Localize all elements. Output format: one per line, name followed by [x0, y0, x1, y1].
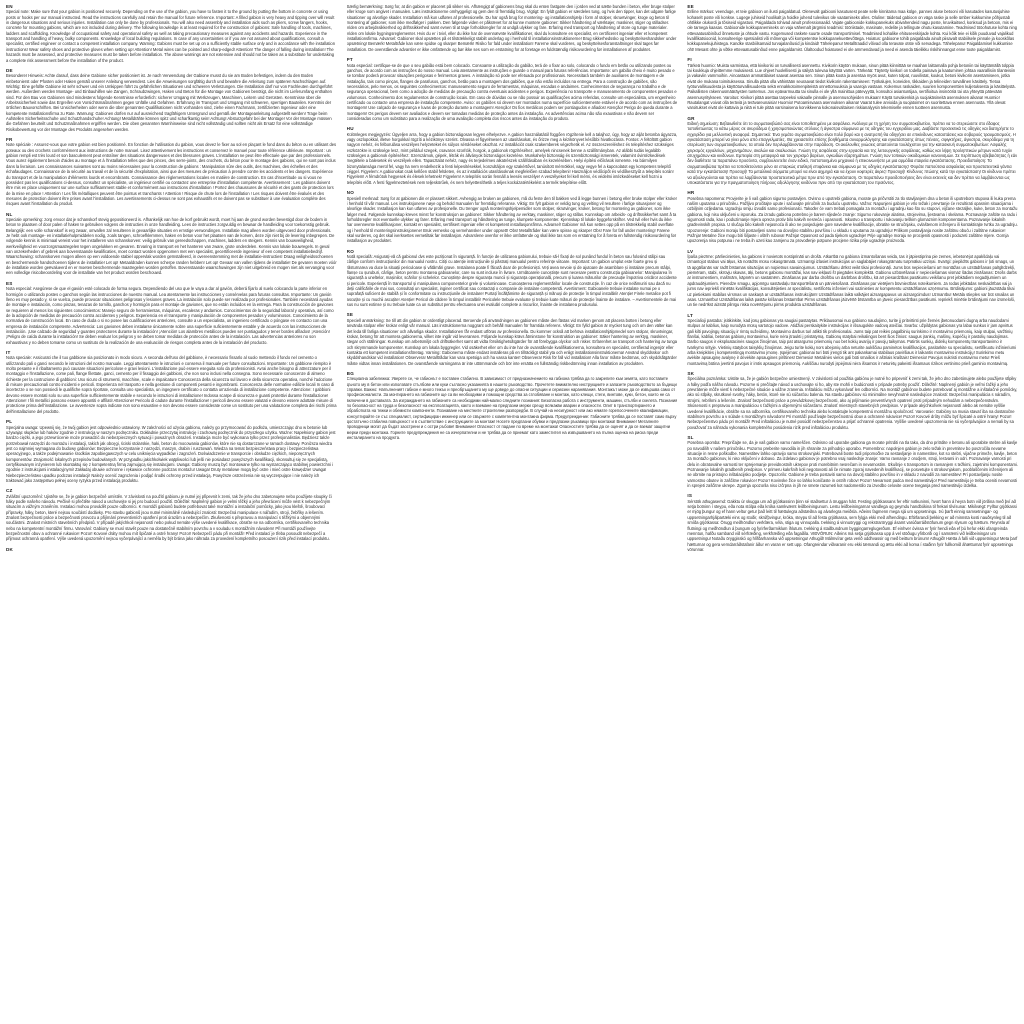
language-section-fr	[6, 137, 337, 207]
language-section-lt	[687, 313, 1018, 367]
language-code: PT	[346, 57, 353, 63]
language-code: DK	[6, 546, 14, 552]
language-text: Special note: Make sure that your gabion is positioned securely. Depending on the use of the gabion, you have to fasten it to the ground by putting the bottom in concrete or using posts or hooks per our manual instructed. Read the instructions carefully and retain the manual for future reference. Important: A filled gabion is very heavy and tipping over will result in dangerous situations and serious injuries. Installation can only be done by professionals. You will also need assembly and installation aids such as pliers, screw fangers, hooks, concrete for mounting gabions, which are not included during delivery. The following knowledge is at least required for the construction of gabions: Safe handling of tools, machines, ladders and scaffolding. Knowledge of occupational safety and operational safety as well as taking precautionary measures against any accidents and hazards. Experience in the transport and handling of heavy, bulky components. Knowledge of local building regulations. In case of any uncertainties or if you are not assured about qualifications, consult a specialist, certified engineer or contact a competent installation company. Warning: Gabions must be set up on a sufficiently stable surface only and in accordance with the installation instructions! Wear safety shoes and protective gloves when setting up! Attention! Metal wires can be pointed and sharp-edged! Attention! The danger of falling during installation! The hazards must be assessed, and protective measures must be taken before installation. The above warnings are not extensive and should not be taken as a substitute for undertaking a complete risk assessment before the installation of the product.	[6, 9, 335, 63]
language-code: HR	[687, 190, 695, 196]
language-code: EE	[687, 4, 694, 9]
language-section-de	[6, 68, 337, 132]
language-text: Sérstök athugasemd: Gakktu úr skugga um að grjótkassinn þinn sé staðsettur á öruggan hátt. Festing grjótkassans fer eftir notkuninni, hvort hann á heyra botn við jörðina með því að setja botninn í steypu, eða nota stólpa eða króka samkvæmt leiðbeiningunum. Lestu leiðbeiningarnar vandlega og geymdu handbókina til frekari tilvísunar. Mikilvægt: Fylltur grjótkassi er mjög þungur og ef hann veltur getur það leitt til hættulegra aðstæðna og alvarlegra meiðsla. Aðeins fagmenn mega sjá um uppsetningu. Þú þarft einnig samsetningar- og uppsetningarhjálpartæki eins og stoðir, skrúfþvingur, króka, steypu til að festa grjótkassa, sem fylgja ekki með afhendingu. Eftirfarandi þekking er að minnsta kosti nauðsynleg til að smíða grjótkassa: Örugg meðhöndlun verkfæra, véla, stiga og vinnupalla. Þekking á vinnuöryggi og rekstraröryggi ásamt varúðarráðstöfunum gegn slysum og hættum. Reynsla af flutningi og meðhöndlun á þungum og fyrirferðarmiklum íhlutum. Þekking á staðbundnum byggingarreglugerðum. Ef einhver óvissa er fyrir hendi eða ef þú hefur ekki ofangreinda menntun, hafðu samband við sérfræðing, verkfræðing eða fagaðila. VIÐVÖRUN: Aðeins má setja grjótkassa upp á vel stöðugu yfirborði og í samræmi við leiðbeiningar um uppsetningu! Notaðu öryggisskó og hlífðarhanska við uppsetningu! Athugið! Málmvírar geta verið oddhvassir og með beittum brúnum! Athugið! Hætta á falli við uppsetningu! Meta þarf hætturnar og gera verndarráðstafanir áður en varan er sett upp. Ofangreindar viðvaranir eru ekki tæmandi og ættu ekki að koma í staðinn fyrir fullkomið áhættumat fyrir uppsetningu vörunnar.	[687, 498, 1018, 552]
language-code: FR	[6, 137, 13, 143]
language-code: DE	[6, 67, 13, 73]
language-code: PL	[6, 419, 13, 425]
language-code: SK	[687, 371, 695, 377]
language-code: IT	[6, 349, 11, 355]
language-section-hr	[687, 190, 1018, 244]
language-code: RO	[346, 248, 354, 254]
language-text: Zvláštní upozornění: Ujistěte se, že je gabion bezpečně umístěn. V závislosti na použití gabionu je nutné jej připevnit k zemi, tak že jeho dno zabetonujete nebo použijete sloupky či háky podle našeho návodu. Pečlivě si přečtěte návod a uschovejte si jej pro budoucí použití. Důležité: Naplněný gabion je velmi těžký a jeho převrácení může vést k nebezpečným situacím a vážným zraněním. Instalaci mohou provádět pouze odborníci. K montáži gabionů budete potřebovat také montážní a instalační pomůcky, jako jsou kleště, šroubovací přípravky, háky, beton, které nejsou součástí dodávky. Pro stavbu gabionů jsou nutné minimálně následující znalosti: Bezpečná manipulace s nářadím, stroji, žebříky a lešením. Znalost bezpečnosti práce a bezpečnosti provozu a přijímání preventivních opatření proti úrazům a nebezpečím. Zkušenosti s přepravou a manipulací s těžkými a objemnými součástmi. Znalost místních stavebních předpisů. V případě jakýchkoli nejasností nebo pokud nemáte výše uvedené kvalifikace, obraťte se na odborníka, certifikovaného technika nebo na kompetentní montážní firmu. Varování: Gabiony se musí stavět pouze na dostatečně stabilním povrchu a v souladu s montážním návodem! Při montáži používejte bezpečnostní obuv a ochranné rukavice! Pozor! Kovové dráty mohou mít špičaté a ostré hrany! Pozor! Nebezpečí pádu při montáži! Před instalací je třeba posoudit nebezpečí a přijmout ochranná opatření. Výše uvedená upozornění nejsou vyčerpávající a neměla by být brána jako náhrada za provedení kompletního posouzení rizik před instalací produktu.	[6, 493, 332, 542]
language-section-bg	[347, 371, 678, 441]
language-code: CZ	[6, 488, 13, 494]
language-text: Ειδική σημείωση: Βεβαιωθείτε ότι το συρματοκιβώτιό σας είναι τοποθετημένο με ασφάλεια. Ανάλογα με τη χρήση του συρματοκιβωτίου, πρέπει να το στερεώσετε στο έδαφος τοποθετώντας το κάτω μέρος σε σκυρόδεμα ή χρησιμοποιώντας στύλους ή άγκιστρα σύμφωνα με τις οδηγίες του εγχειριδίου μας. Διαβάστε προσεκτικά τις οδηγίες και διατηρήστε το εγχειρίδιο για μελλοντική αναφορά. Σημαντικό: Ένα γεμάτο συρματοκιβώτιο είναι πολύ βαρύ και η ανατροπή θα οδηγήσει σε επικίνδυνες καταστάσεις και σοβαρούς τραυματισμούς. Η εγκατάσταση μπορεί να γίνει μόνο από επαγγελματίες. Θα χρειαστείτε επίσης βοηθήματα συναρμολόγησης και εγκατάστασης όπως πένσες, σφιγκτήρες, άγκιστρα, σκυρόδεμα για τη στερέωση των συρματοκιβωτίων, τα οποία δεν περιλαμβάνονται στην παράδοση. Οι ακόλουθες γνώσεις απαιτούνται τουλάχιστον για την κατασκευή συρματοκιβωτίων: Ασφαλής χειρισμός εργαλείων, μηχανημάτων, σκαλών και σκαλωσιών. Γνώση της ασφάλειας στην εργασία και της λειτουργικής ασφάλειας, καθώς και λήψη προληπτικών μέτρων κατά τυχόν ατυχημάτων και κινδύνων. Εμπειρία στη μεταφορά και τον χειρισμό βαρέων, ογκωδών εξαρτημάτων. Γνώση των τοπικών οικοδομικών κανονισμών. Σε περίπτωση αβεβαιότητας ή εάν δεν διαθέτετε τα παραπάνω προσόντα, συμβουλευτείτε έναν ειδικό, πιστοποιημένο μηχανικό ή επικοινωνήστε με μια αρμόδια εταιρεία εγκατάστασης. Προειδοποίηση: Τα συρματοκιβώτια πρέπει να τοποθετούνται μόνο σε επαρκώς σταθερή επιφάνεια και σύμφωνα με τις οδηγίες εγκατάστασης! Φοράτε παπούτσια ασφαλείας και προστατευτικά γάντια κατά την εγκατάσταση! Προσοχή! Τα μεταλλικά σύρματα μπορεί να είναι αιχμηρά και να έχουν κοφτερές άκρες! Προσοχή! Κίνδυνος πτώσης κατά την εγκατάσταση! Οι κίνδυνοι πρέπει να αξιολογούνται και πρέπει να λαμβάνονται προστατευτικά μέτρα πριν από την εγκατάσταση. Οι παραπάνω προειδοποιήσεις δεν είναι εκτενείς και δεν πρέπει να λαμβάνονται ως υποκατάστατο για την πραγματοποίηση πλήρους αξιολόγησης κινδύνου πριν από την εγκατάσταση του προϊόντος.	[687, 121, 1018, 185]
language-text: Posebna napomena: Provjerite je li vaš gabion sigurno postavljen. Ovisno o upotrebi gabiona, morate ga pričvrstiti za tlo stavljanjem dna u beton ili upotrebom stupova ili kuka prema našim uputama u priručniku. Pažljivo pročitajte upute i sačuvajte priručnik za buduću upotrebu. Važno: Napunjeni gabion je vrlo težak i prevrtanje će rezultirati opasnim situacijama i ozbiljnim ozljedama. Ugradnju smiju izvoditi samo profesionalci. Također će vam trebati pomagala za montažu i ugradnju kao što su stupovi, vijčane stezaljke, kuke, beton za montažu gabiona, koji nisu uključeni u isporuku. Za izradu gabiona potrebno je barem sljedeće znanje: Sigurno rukovanje alatima, strojevima, ljestvama i skelama. Poznavanje zaštite na radu i sigurnosti rada, kao i poduzimanje mjera opreza protiv bilo kakvih nesreća i opasnosti. Iskustvo u transportu i rukovanju teškim glomaznim komponentama. Poznavanje lokalnih građevinskih propisa. U slučaju bilo kakvih nejasnoća ili ako ne posjedujete gore navedene kvalifikacije, obratite se stručnjaku, ovlaštenom inženjeru ili kontaktirajte tvrtku za ugradnju. Upozorenje: Gabioni moraju biti postavljeni samo na dovoljno stabilnu površinu i u skladu s uputama za ugradnju! Prilikom postavljanja nosite zaštitnu obuću i zaštitne rukavice! Pažnja! Metalne žice mogu biti šiljaste i oštrih rubova! Pažnja! Opasnost od pada tijekom ugradnje! Prije ugradnje moraju se procijeniti opasnosti i poduzeti zaštitne mjere. Gornja upozorenja nisu potpuna i ne treba ih uzeti kao zamjenu za provođenje potpune procjene rizika prije ugradnje proizvoda.	[687, 195, 1018, 244]
language-text: Különleges megjegyzés: Ügyeljen arra, hogy a gabion biztonságosan legyen elhelyezve. A gabion használatától függően rögzítenie kell a talajhoz, úgy, hogy az alját betonba ágyazza, vagy oszlopokkal, illetve horgokkal rögzíti a kézikönyv szerint. Olvassa el figyelmesen az utasításokat, és őrizze meg a kézikönyvet későbbi hivatkozásra. Fontos: A feltöltött gabion nagyon nehéz, és felborulása veszélyes helyzeteket és súlyos sérüléseket okozhat. Az installációt csak szakemberek végezhetik el. Az összeszereléshez és telepítéshez szükséges eszközökre is szüksége lesz, mint például szegek, csavaros szorítók, horgok, a gabionok rögzítéséhez, amelyek nincsenek benne a szállítmányban. Az alábbi tudás legalább szükséges a gabionok építéséhez: Szerszámok, gépek, létrák és állványok biztonságos kezelése. Munkahelyi biztonság és üzembiztonsági ismeretek, valamint óvintézkedések megtétele a balesetek és veszélyek ellen. Tapasztalat nehéz, nagy és terjedelmes alkatrészek szállításában és kezelésében. Helyi építési előírások ismerete. Ha bármilyen bizonytalansága merül fel, vagy ha nem rendelkezik a fenti képesítésekkel, konzultáljon egy szakértővel, tanúsított mérnökkel, vagy vegye fel a kapcsolatot egy kompetens telepítő céggel. Figyelem: A gabionokat csak kellően stabil felületen, és az installációs utasításoknak megfelelően szabad telepíteni! Használjon védőcipőt és védőkesztyűt a telepítés során! Figyelem! A fémdrótok hegyesek és élesek lehetnek! Figyelem! A telepítés során fennáll a leesés veszélye! A veszélyeket fel kell mérni, és védelmi intézkedéseket kell hozni a telepítés előtt. A fenti figyelmeztetések nem teljeskörűek, és nem helyettesíthetik a teljes kockázatértékelést a termék telepítése előtt.	[346, 131, 678, 185]
language-code: LV	[687, 248, 694, 254]
language-text: Note spéciale : Assurez-vous que votre gabion est bien positionné. En fonction de l'utilisation du gabion, vous devez le fixer au sol en plaçant le fond dans du béton ou en utilisant des poteaux ou des crochets conformément aux instructions de notre manuel. Lisez attentivement les instructions et conservez le manuel pour toute référence ultérieure. Important : un gabion rempli est très lourd et son basculement peut entraîner des situations dangereuses et des blessures graves. L'installation ne peut être effectuée que par des professionnels. Vous aurez également besoin d'aides au montage et à l'installation telles que des pinces, des serre-joints, des crochets, du béton pour le montage des gabions, qui ne sont pas inclus dans la livraison. Les connaissances suivantes sont au moins nécessaires pour la construction de gabions : Manipulation sûre des outils, des machines, des échelles et des échafaudages. Connaissance de la sécurité au travail et de la sécurité d'exploitation, ainsi que des mesures de précaution à prendre contre les accidents et les dangers. Expérience du transport et de la manipulation d'éléments lourds et encombrants. Connaissance des réglementations locales en matière de construction. En cas d'incertitude ou si vous ne possédez pas les qualifications ci-dessus, consultez un spécialiste, un ingénieur certifié ou contactez une entreprise d'installation compétente. Avertissement : Les gabions doivent être mis en place uniquement sur une surface suffisamment stable et conformément aux instructions d'installation ! Portez des chaussures de sécurité et des gants de protection lors de la mise en place ! Attention ! Les fils métalliques peuvent être pointus et tranchants ! Attention ! Risque de chute lors de l'installation ! Les risques doivent être évalués et des mesures de protection doivent être prises avant l'installation. Les avertissements ci-dessus ne sont pas exhaustifs et ne doivent pas se substituer à une évaluation complète des risques avant l'installation du produit.	[6, 142, 337, 207]
language-text: Специална забележка: Уверете се, че габионът е поставен стабилно. В зависимост от предназначението на габиона трябва да го закрепите към земята, като поставите дъното му в бетон или използвате стълбове или куки съгласно указанията в нашето ръководство. Прочетете внимателно инструкциите и запазете ръководството за бъдещи справки. Важно: Напълненият габион е много тежък и преобръщането му ще доведе до опасни ситуации и сериозни наранявания. Монтажът може да се извършва само от професионалисти. За монтирането на габионите ще са ви необходими и помощни средства за сглобяване и монтаж, като клещи, стеги, винтове, куки, бетон, които не са включени в доставката. За изграждането на габионите са необходими най-малко следните познания: Безопасна работа с инструменти, машини, стълби и скелета. Познания по безопасност на труда и безопасност на експлоатацията, както и вземане на предпазни мерки срещу всякакви аварии и опасности. Опит в транспортирането и обработката на тежки и обемисти компоненти. Познаване на местните строителни разпоредби. В случай на несигурност или ако нямате горепосочените квалификации, консултирайте се със специалист, сертифициран инженер или се свържете с компетентна монтажна фирма. Предупреждение: Габионите трябва да се поставят само върху достатъчно стабилна повърхност и в съответствие с инструкциите за монтаж! Носете предпазни обувки и предпазни ръкавици при монтажа! Внимание! Металните проводници могат да бъдат заострени и с остри ръбове! Внимание! Опасност от падане по време на монтажа! Опасностите трябва да се оценят и да се вземат защитни мерки преди монтажа. Горните предупреждения не са изчерпателни и не трябва да се приемат като заместител на извършването на пълна оценка на риска преди инсталирането на продукта.	[346, 376, 678, 441]
language-code: SL	[687, 434, 694, 440]
language-section-hu	[347, 126, 678, 185]
text-column-left	[6, 4, 337, 1020]
language-section-dk	[6, 547, 337, 552]
language-section-ro	[347, 249, 678, 308]
language-code: ES	[6, 280, 13, 286]
language-section-en	[6, 4, 337, 63]
language-section-is	[687, 493, 1018, 552]
language-code: FI	[687, 57, 692, 63]
language-section-dk-continued	[347, 4, 678, 52]
language-section-no	[347, 190, 678, 244]
language-section-se	[347, 312, 678, 366]
language-code: NO	[346, 190, 354, 196]
language-text: Tärkeä huomio: Muista varmistaa, että kivikorisi on turvallisesti asennettu. Kivikorin käytön mukaan, sinun pitää kiinnittää se maahan laittamalla pohja betoniin tai käyttämällä tolppia tai koukkuja ohjeittemme mukaisesti. Lue ohjeet huolellisesti ja säilytä tulevaa käyttöä varten. Tärkeää: Täytetty kivikori on todella painava ja kaatuminen johtaa vaarallisiin tilanteisiin ja vakaviin vammoihin. Ainoastaan ammattilaiset saavat asentaa sen. Sinun pitää koota ja asentaa myös avut, kuten tolpat, ruuvilistat, koukut, betoni kivikorin asentamiseen, jotka eivät ole mukana toimituksessa. Sinulla pitää olla vähintään seuraavat tiedot kivikorin rakentamiseen: Työkalujen, koneiden, tikkaiden ja telineiden turvallinen käsittely. Tietoa työturvallisuudesta ja käyttöturvallisuudesta sekä ennakkotoimenpiteistä onnettomuuksia ja vaaroja vastaan. Kokemus raskaiden, suurien komponenttien kuljetuksesta ja käsittelystä. Paikallisten rakennusmääräysten tuntemus. Jos epävarmuutta tai sinulla ei ole yllä mainittua pätevyyttä, konsultoi asiantuntijaa, sertifioitua insinööriä tai ota yhteyttä pätevään asennusyritykseen. Varoitus: Kivikori pitää asettaa tarpeeksi vakaalle pinnalle ja asennusohjeiden mukaan! Käytä turvakenkiä ja suojakäsineitä asennuksen aikana! Huomio! Rautalangat voivat olla teräviä ja terävareunaisia! Huomio! Putoamisvaara asennuksen aikana! Vaarat tulee arvioida ja suojatoimet on suoritettava ennen asennusta. Yllä olevat varoitukset eivät ole kattavia ja niitä ei tule pitää varsinaisena korvikkeena kokonaisvaltaisen riskianalyysin tekemiselle ennen tuotteen asennusta.	[687, 62, 1016, 111]
language-code: NL	[6, 211, 13, 217]
language-section-nl	[6, 212, 337, 276]
text-column-right	[687, 4, 1018, 1020]
language-text: Eriline märkus: veenduge, et teie gabioon on ilusti paigaldatud. Olenevalt gabiooni kasutusest peate selle kinnitama maa külge, pannes aluse betooni või kasutades kasutusjuhise kohaselt poste või konkse. Lugege juhiseid hoolikalt ja hoidke juhend tulevikus üle vaatamiseks alles. Oluline: täidetud gabioon on väga raske ja selle ümber kukkumine põhjustab ohtlikke olukordi ja tõsiseid vigastusi. Paigaldada tohivad ainult professionaalid. Vajate gabioonide kokkupanekuks abivahendeid nagu poste, kruvikaitsed, konksud ja betoon, mis ei ole tarnega kaasas. Gabioonide kokkupanemiseks on vaja vähemalt järgmisi teadmisi: tööriistade, masinate, redelite ja tellingute ohutu kasutamine. Teadmised tööohutuse kohta ning ettevaatusabinõud õnnetuste ja ohtude vastu. Kogemused raskete suurte osade transportimisel. Teadmised kohalike ehituseeskirjade kohta. Kui kõik teie ei kõik puuduvad vajalikud kvalifikatsioonid, konsulteerige spetsialisti või mõnenga või kompetentse kokkupanekuettevõttega. Hoiatus: gabioone tohib paigaldada ainult piisavalt stabiilsele pinnale ja kooskõlas kokkupanekujuhistega. Kandke stasbiilsamaid turvajalanõusid ja kindaid! Tähelepanu! Metalltraadid võivad olla teravate otste või servadega. Tähelepanu! Paigaldamisel kukkumise oht! Mesast ohte ja võtke ettevaatusabinõud enne paigaldamist. Ülaltoodud hoiatused ei ole ammendavad ja need ei asenda täielikku riskihinnangut enne toote paigaldamist.	[687, 9, 1018, 52]
language-section-cz	[6, 488, 337, 542]
text-column-middle	[347, 4, 678, 1020]
language-code: GR	[687, 115, 695, 121]
language-text: Specialioji pastaba: įsitikinkite, kad jūsų gabionas yra saugiai pastatytas. Priklausomai nuo gabiono naudojimo, turite jį pritvirtinti prie žemės įbetonuodami dugną arba naudodami stulpus ar kablius, kaip nurodyta mūsų vartotojo vadove. Atidžiai perskaitykite instrukcijas ir išsaugokite vadovą ateičiai. Svarbu: užpildytas gabionas yra labai sunkus ir jam apvirtus gali kilti pavojingų situacijų ir rimtų sužeidimų. Montavimo darbus turi atlikti tik profesionalai. Jums taip pat reikės pagalbinių surinkimo ir montavimo priemonių, kaip stulpai, varžtinių flanšai, kabliai, betonas gabionų montavimui, kurie nėra įtraukti į pristatymą. Gabionų statybai reikalingos bent šios žinios: saugus įrankių, mašinų, kopėčių ir pastolių naudojimas. Darbo saugos ir eksploatacinės saugos žinojimas, taip pat atsargumo priemonių nuo bet kokių avarijų ir pavojų taikymas. Patirtis sunkių, didelių komponentų transportavimo ir tvarkymo srityje. Vietinių statybos taisyklių žinojimas. Jeigu turite kokių nors abejonių arba neturite aukščiau paminėtos kvalifikacijos, pasitarkite su specialistu, sertifikuotu inžinieriumi arba kreipkitės į kompetentingą montavimo įmonę. Įspėjimas: gabionai turi būti įrengti tik ant pakankamai stabilaus paviršiaus ir laikantis montavimo instrukcijų! Surinkimo metu avėkite apsauginę avalynę ir dėvėkite apsaugines pirštines! Dėmesio! Metalinės vielos gali būti smailios ir aštriais kraštais! Dėmesio! Pavojus nukristi montavimo metu! Prieš montavimą būtina įvertinti pavojus ir imtis apsaugos priemonių. Aukščiau nurodyti įspėjimai nėra išsamūs ir neturėtų pakeisti išsamaus rizikos vertinimo prieš gaminio montavimą.	[687, 317, 1017, 366]
language-text: Speciale opmerking: zorg ervoor dat je schanskorf stevig gepositioneerd is. Afhankelijk van hoe de korf gebruikt wordt, moet hij aan de grond worden bevestigd door de bodem in beton te plaatsen of door palen of haken te gebruiken volgens de instructies in onze handleiding. Lees de instructies zorgvuldig en bewaar de handleiding voor toekomstig gebruik. Belangrijk: een volle schanskorf is erg zwaar, omvallen zal resulteren in gevaarlijke situaties en ernstige verwondingen. Installatie mag alleen worden uitgevoerd door professionals. Je hebt ook montage- en installatiehulpmiddelen nodig, zoals tangen, schroefklemmen, haken en beton voor het plaatsen van de korven, deze zijn niet bij de levering inbegrepen. De volgende kennis is minimaal vereist voor het installeren van schanskorven: veilig gebruik van gereedschappen, machines, ladders en steigers. Kennis van bouwveiligheid, werkveiligheid en voorzorgsmaatregelen tegen ongelukken en gevaren. Ervaring in transport en het hanteren van zware, grote onderdelen. Kennis van lokale bouwregels. In geval van onzekerheden of gebrek aan bovenstaande kwalificaties, moet contact worden opgenomen met een specialist, gecertificeerde ingenieur of een competent installatiebedrijf. Waarschuwing: schanskorven mogen alleen op een voldoende stabiel oppervlak worden geïnstalleerd, in overeenstemming met de installatie-instructies! Draag veiligheidsschoenen en beschermende handschoenen tijdens de installatie! Let op! Metaaldraden kunnen scherpe randen hebben! Let op! Gevaar van vallen tijdens de installatie! De gevaren moeten vóór de installatie worden geëvalueerd en er moeten beschermende maatregelen worden getroffen. Bovenstaande waarschuwingen zijn niet uitgebreid en mogen niet als vervanging voor een volledige risicobeoordeling voor de installatie van het product worden beschouwd.	[6, 216, 337, 276]
language-section-es	[6, 281, 337, 345]
language-text: Spesiell merknad: Sørg for at gabionen din er plassert sikkert. Avhengig av bruken av gabionen, må du feste den til bakken ved å legge bunnen i betong eller bruke stolper eller kroker i henhold til vår manual. Les instruksjonene nøye og behold manualen for fremtidig referanse. Viktig: En fylt gabion er veldig tung og velting vil resultere i farlige situasjoner og alvorlige skader. Installasjon kan kun utføres av profesjonelle. Du trenger også monteringshjelpemidler som stolper, skrutvinger, kroker, betong for montering av gabioner, som ikke følger med. Følgende kunnskap kreves minst for konstruksjon av gabioner: Sikker håndtering av verktøy, maskiner, stiger og stillas. Kunnskap om arbeids- og driftssikkerhet samt å ta forholdsregler mot eventuelle ulykker og farer. Erfaring med transport og håndtering av tunge, klumpete komponenter. Kjennskap til lokale byggeforskrifter. Ved tvil eller hvis du ikke har ovennevnte kvalifikasjoner, kontakt en spesialist, sertifisert ingeniør eller et kompetent installasjonsfirma. Advarsel! Gabioner må kun settes opp på en tilstrekkelig stabil overflate og i henhold til monteringsinstruksjonene! Bruk vernesko og vernehansker under oppsett! Obs! Metalltråder kan være spisse og skarpe! Obs! Fare for fall under montering! Farene skal vurderes, og det skal iverksettes vernetiltak før installasjon. Advarslene ovenfor er ikke omfattende og skal ikke tas som en erstatning for å foreta en fullstendig risikovurdering før installasjon av produktet.	[346, 195, 678, 244]
language-section-pt	[347, 57, 678, 121]
language-code: HU	[346, 126, 354, 132]
language-code: EN	[6, 4, 13, 9]
language-text: Nota speciale: Assicurati che il tuo gabbione sia posizionato in modo sicuro. A seconda dell'uso del gabbione, è necessario fissarlo al suolo mettendo il fondo nel cemento o utilizzando pali o ganci secondo le istruzioni del nostro manuale. Leggi attentamente le istruzioni e conserva il manuale per future consultazioni. Importante: Un gabbione riempito è molto pesante e il ribaltamento può causare situazioni pericolose e gravi lesioni. L'installazione può essere eseguita solo da professionisti. Avrai anche bisogno di attrezzature per il montaggio e l'installazione, come pali, flange filettate, ganci, cemento per il fissaggio dei gabbioni, che non sono inclusi nella consegna. Sono necessarie conoscenze di almeno richieste per la costruzione di gabbioni: Uso sicuro di strumenti, macchine, scale e impalcature Conoscenza della sicurezza sul lavoro e della sicurezza operativa, nonché l'adozione di misure precauzionali contro incidenti e pericoli. Esperienza nel trasporto e nella gestione di componenti pesanti e ingombranti. Conoscenza delle normative edilizie locali In caso di incertezze o se non possiedi le qualifiche sopra riportate, consulta uno specialista, un ingegnere certificato o contatta un'azienda di installazione competente. Attenzione: I gabbioni devono essere montati solo su una superficie sufficientemente stabile e secondo le istruzioni di installazione! Indossa scarpe di sicurezza e guanti protettivi durante l'installazione! Attenzione! I fili metallici possono essere appuntiti e affilati! Attenzione! Pericolo di cadute durante l'installazione! I pericoli devono essere valutati e devono essere adottate misure di protezione prima dell'installazione. Le avvertenze sopra indicate non sono esaustive e non devono essere considerate come un sostituto per una valutazione completa dei rischi prima dell'installazione del prodotto.	[6, 355, 337, 414]
language-section-ee	[687, 4, 1018, 52]
language-section-sl	[687, 435, 1018, 489]
language-section-pl	[6, 419, 337, 483]
manual-page	[6, 4, 1018, 1020]
language-text: Speciell anmärkning: Se till att din gabion är ordentligt placerad. Beroende på användningen av gabionen måste den fästas vid marken genom att placera botten i betong eller använda stolpar eller krokar enligt vår manual. Läs instruktionerna noggrant och behåll manualen för framtida referens. Viktigt: En fylld gabion är mycket tung och om den välter kan det leda till farliga situationer och allvarliga skador. Installationen får endast utföras av professionella. Du kommer också att behöva installationshjälpmedel som stolpar, skruvtvingar, krokar, betong för att montera gabionerna, vilket inte ingår vid leveransen. Följande kunskap krävs åtminstone för konstruktion av gabioner: Säker hantering av verktyg, maskiner, stegar och ställningar. Kunskap om arbetsmiljö och driftsäkerhet samt att vidta försiktighetsåtgärder för att förebygga olyckor och risker. Erfarenhet av transport och hantering av tunga och skrymmande komponenter. Kunskap om lokala byggregler. Vid osäkerhet eller om du inte har de ovanstående kvalifikationerna, konsultera en specialist, certifierad ingenjör eller kontakta ett kompetent installationsföretag. Varning: Gabionerna måste endast installeras på en tillräckligt stabil yta och enligt installationsinstruktionerna! Använd skyddsskor och skyddshandskar vid installation! Observera! Metalltrådar kan vara spetsiga och ha vassa kanter! Observera! Risk för fall vid installation! Alla faror måste bedömas, och skyddsåtgärder måste vidtas innan installationen. De ovanstående varningarna är inte uttömmande och bör inte ersätta en fullständig riskbedömning innan installation av produkten.	[346, 317, 678, 366]
language-section-it	[6, 350, 337, 414]
language-text: Særlig bemærkning: Sørg for, at din gabion er placeret på sikker vis. Afhængigt af gabionens brug skal du enten fastgøre den i jorden ved at sætte bunden i beton, eller bruge stolper eller kroge som angivet i manualen. Læs instruktionerne omhyggeligt og gem den til fremtidig brug. Vigtigt: En fyldt gabion er særdeles tung, og hvis den tipper, kan det udgøre farlige situationer og alvorlige skader. Installation må kun udføres af professionelle. Du har også brug for montering- og installationshjælp i form af stolper, skruetvinger, kroge og beton til montering af gabioner, som ikke medfølger i pakken. Den følgende viden er påkrævet for at kunne montere gabioner: Sikker håndtering af værktøjer, maskiner, stiger og stilladser. Viden om arbejdssikkerhed og driftssikkerhed samt evnen til at tage forholdsregler for at undgå ulykker og fare. Erfaring med transport og håndtering af store og tunge materialer. Viden om lokale bygningsreglementer. Hvis du er i tvivl, eller du ikke har de ovennævnte kvalifikationer, skal du konsultere en specialist, en certificeret ingeniør eller et kompetent installationsfirma. Advarsel: Gabioner skal opsættes på et tilstrækkeligt stabilt underlag og i henhold til installationsinstruktionerne! Brug sikkerhedssko og beskyttelseshandsker under opsætning! Bemærk! Metaltråde kan være spidse og skarpe! Bemærk! Risiko for fald under installation! Farerne skal vurderes, og beskyttelsesforanstaltninger skal tages før installation. De ovenstående advarsler er ikke omfattende og bør ikke ses som en erstatning for at foretage en fuldstændig risikovurdering før installationen af produktet.	[346, 4, 677, 52]
language-text: Nota especial: certifique-se de que o seu gabião está bem colocado. Consoante a utilização do gabião, terá de o fixar ao solo, colocando o fundo em betão ou utilizando postes ou ganchos, de acordo com as instruções do nosso manual. Leia atentamente as instruções e guarde o manual para futuras referências. Importante: um gabião cheio é muito pesado e se tombar poderá provocar situações perigosas e ferimentos graves. A instalação só pode ser efetuada por profissionais. Necessitará também de auxiliares de montagem e de instalação, tais como pinças, flanges de parafusos, ganchos, betão para a montagem dos gabiões, que não estão incluídos na entrega. Para a construção de gabiões, são necessários, pelo menos, os seguintes conhecimentos: manuseamento seguro de ferramentas, máquinas, escadas e andaimes. Conhecimentos de segurança no trabalho e de segurança operacional, bem como a adoção de medidas de precaução contra eventuais acidentes e perigos. Experiência no transporte e manuseamento de componentes pesados e volumosos. Conhecimento dos regulamentos de construção locais. Em caso de dúvidas ou se não possuir as qualificações acima referidas, consulte um especialista, um engenheiro certificado ou contacte uma empresa de instalação competente. Aviso: os gabiões só devem ser montados numa superfície suficientemente estável e de acordo com as instruções de montagem! Use calçado de segurança e luvas de proteção durante a montagem! Atenção! Os fios metálicos podem ser pontiagudos e afiados! Atenção! Perigo de queda durante a montagem! Os perigos devem ser avaliados e devem ser tomadas medidas de proteção antes da instalação. As advertências acima não são exaustivas e não devem ser consideradas como um substituto para a realização de uma avaliação completa dos riscos antes da instalação do produto.	[346, 62, 678, 121]
language-section-fi	[687, 57, 1018, 111]
language-code: SE	[346, 312, 354, 318]
language-text: Īpaša piezīme: pārliecinieties, ka gabions ir novietots nostiprināti un drošā. Atkarībā no gabiona izmantošanas veida, tas ir jāpiestiprina pie zemes, iebetonējot apakšdaļu vai izmantojot stabus vai āķus, kā norādīts mūsu rokasgrāmatā. Uzmanīgi izlasiet instrukcijas un saglabājiet rokasgrāmatu turpmākai uzziņai. Svarīgi: piepildīts gabions ir ļoti smags, un tā apgāšanās var radīt bīstamas situācijas un nopietnus savainojumus. Uzstādīšanu drīkst veikt tikai profesionāļi. Jums būs nepieciešami arī montāžas un uzstādīšanas palīglīdzekļi, piemēram, stabi, skrūvju skavas, āķi, betons gabionu montāžai, kas nav iekļauti šī piegādes komplektā. Gabionu uzbūvēšanai ir nepieciešamas vismaz šādas zināšanas: Drošs darbs ar instrumentiem, mašīnām, kāpnēm un sastatnēm. Zināšanas par darba drošību un darbības drošību, kā arī piesardzības pasākumu veikšanu pret jebkādiem negadījumiem un apdraudējumiem. Pieredze smagu, apjomīgu sastāvdaļu transportēšanā un pārvietošanā. Zināšanas par vietējiem būvniecības noteikumiem. Ja rodas jebkādas neskaidrības vai ja jums nav iepriekš minētās kvalifikācijas, konsultējieties ar speciālistu, sertificētu inženieri vai sazinieties ar kompetentu uzstādīšanas uzņēmumu. Brīdinājums: gabioni jāuzstāda tikai uz pietiekami stabilas virsmas un saskaņā ar uzstādīšanas instrukcijām! Uzstādīšanas laikā valkājiet aizsargapavus un aizsargcimdus! Uzmanību! Metāla stieples var būt smailas un asas. Uzmanību! Uzstādīšanas laikā pastāv krišanas bīstamība! Pirms uzstādīšanas jāizvērtē bīstamība un jāveic piesardzības pasākumi. Iepriekš minētie brīdinājumi nav izsmeloši, un tie nedrīkst aizstāt pilnīgu riska novērtējumu pirms produkta uzstādīšanas.	[687, 254, 1017, 308]
language-text: Specjalna uwaga: Upewnij się, że twój gabion jest odpowiednio ustawiony. W zależności od użycia gabionu, należy go przymocować do podłoża, umieszczając dno w betonie lub używając słupków lub haków zgodnie z instrukcją w naszym podręczniku. Dokładnie przeczytaj instrukcję i zachowaj podręcznik do przyszłego użytku. Ważne: Napełniony gabion jest bardzo ciężki, a jego przewrócenie może prowadzić do niebezpiecznych sytuacji i poważnych obrażeń. Instalacja może być wykonana tylko przez profesjonalistów. Będziesz także potrzebował narzędzi do montażu i instalacji, takich jak obcęgi, ściski stolarskie, haki, beton do mocowania gabionów, które nie są dostarczane w ramach dostawy. Poniższa wiedza jest co najmniej wymagana do budowy gabionów: Bezpieczne korzystanie z narzędzi, maszyn, drabin i rusztowań. Wiedza na temat bezpieczeństwa pracy i bezpieczeństwa operacyjnego, a także podejmowanie środków zapobiegawczych w celu uniknięcia wypadków i zagrożeń. Doświadczenie w transporcie i obsłudze ciężkich, nieporęcznych komponentów. Znajomość lokalnych przepisów budowlanych. W przypadku jakichkolwiek wątpliwości lub jeśli nie posiadasz powyższych kwalifikacji, skonsultuj się ze specjalistą, certyfikowanym inżynierem lub skontaktuj się z kompetentną firmą zajmującą się instalacjami. Uwaga: Gabiony muszą być montowane tylko na wystarczająco stabilnej powierzchni i zgodnie z instrukcjami instalacyjnymi! Zakładaj obuwie ochronne i rękawice ochronne podczas montażu! Uwaga! Druty metalowe mogą być ostre i mieć ostre krawędzie! Uwaga! Niebezpieczeństwo upadku podczas instalacji! Należy ocenić zagrożenia i podjąć środki ochrony przed instalacją. Powyższe ostrzeżenia nie są wyczerpujące i nie należy ich traktować jako zastępstwo pełnej oceny ryzyka przed instalacją produktu.	[6, 424, 336, 483]
language-text: Špeciálna poznámka: Uistite sa, že je gabión bezpečne umiestnený. V závislosti od použitia gabiónu je nutné ho pripevniť k zemi tak, že jeho dno zabetónujete alebo použijete stĺpiky a háky podľa nášho návodu. Pozorne si prečítajte návod a uschovajte si ho, aby ste mohli v budúcnosti v prípade potreby použiť. Dôležité: Naplnený gabión je veľmi ťažký a jeho prevrátenie môže viesť k nebezpečné situácie a vážne zranenia. Inštaláciu môžu vykonávať len odborníci. Na montáž gabiónov budete potrebovať aj montážne a inštalačné pomôcky, ako sú stĺpiky, skrutkové svorky, háky, betón, ktoré nie sú súčasťou balenia. Na stavbu gabiónov sú minimálne nevyhnutné nasledujúce znalosti: Bezpečná manipulácia s náradím, strojmi, rebríkmi a lešením. Znalosť bezpečnosti práce a prevádzkovej bezpečnosti, ako aj prijímanie preventívnych opatrení proti prípadným nehodám a nebezpečenstvám. Skúsenosti s prepravou a manipuláciou s ťažkými a objemnými súčasťami. Znalosť miestnych stavebných predpisov. V prípade akýchkoľvek nejasností alebo ak nemáte vyššie uvedené kvalifikácie, obráťte sa na odborníka, certifikovaného technika alebo kontaktujte kompetentnú montážnu spoločnosť. Varovanie: Gabióny sa musia stavať iba na dostatočne stabilnom povrchu a v súlade s montážnym návodom! Pri montáži používajte bezpečnostnú obuv a ochranné rukavice! Pozor! Kovové drôty môžu byť špicaté a ostré hrany! Pozor! Nebezpečenstvo pádu pri montáži! Pred inštaláciou je nutné posúdiť nebezpečenstvo a prijať ochranné opatrenia. Vyššie uvedené upozornenia nie sú vyčerpávajúce a nemali by sa považovať za náhradu vykonania kompletného posúdenia rizík pred inštaláciou produktu.	[687, 376, 1018, 430]
language-text: Notă specială: Asigurați-vă că gabionul dvs este poziționat în siguranță. În funcție de utilizarea gabionului, trebuie să-l fixați de sol punând fundul în beton sau folosind stâlpi sau cârlige conform instrucțiunilor din manualul nostru. Citiți cu atenție instrucțiunile și păstrați manualul pentru referințe viitoare. Important: Un gabion umplut este foarte greu și răsturnarea va duce la situații periculoase și vătămări grave. Instalarea poate fi făcută doar de profesioniști. Veți avea nevoie și de ajutoare de asamblare și instalare precum stâlpi, flanșe cu șuruburi, cârlige, beton pentru montarea gabioanelor, care nu sunt incluse în livrare. Următoarele cunoștințe sunt necesare pentru construcția gabioanelor: Manipularea în siguranță a uneltelor, mașinilor, scărilor și schelelor. Cunoștințe despre siguranța muncii și siguranța operațională, precum și luarea măsurilor de precauție împotriva oricăror accidente și pericole. Experiență în transportul și manipularea componentelor grele și voluminoase. Cunoașterea reglementărilor locale de construcție. În caz de orice nelămuriri sau dacă nu deții calificările de mai sus, consultați un specialist, inginer certificat sau contactați o companie de instalare competentă. Avertisment: Gabioanele trebuie instalate numai pe o suprafață suficient de stabilă și în conformitate cu instrucțiunile de instalare! Purtați încălțăminte de siguranță și mănuși de protecție în timpul instalării! Atenție! Firele metalice pot fi ascuțite și cu muchii ascuțite! Atenție! Pericol de cădere în timpul instalării! Pericolele trebuie evaluate și trebuie luate măsuri de protecție înainte de instalare. – Avertismentele de mai sus nu sunt extinse și nu trebuie luate ca un substitut pentru efectuarea unei evaluări complete a riscurilor, înainte de instalarea produsului.	[346, 254, 677, 308]
language-code: LT	[687, 312, 694, 318]
language-code: IS	[687, 493, 693, 499]
language-section-gr	[687, 116, 1018, 186]
language-section-sk	[687, 371, 1018, 430]
language-code: BG	[346, 370, 354, 376]
language-text: Nota especial: Asegúrese de que el gavión esté colocado de forma segura. Dependiendo del uso que le vaya a dar al gavión, deberá fijarlo al suelo colocando la parte inferior en hormigón o utilizando postes o ganchos según las instrucciones de nuestro manual. Lea atentamente las instrucciones y consérvelas para futuras consultas. Importante: Un gavión lleno es muy pesado y, si se vuelca, puede provocar situaciones peligrosas y lesiones graves. La instalación solo puede ser realizada por profesionales. También necesitará ayudas de montaje e instalación, como pinzas, tenazas de tornillo, ganchos y hormigón para el montaje de gaviones, que no están incluidos en la entrega. Para la construcción de gaviones se requieren al menos los siguientes conocimientos: Manejo seguro de herramientas, máquinas, escaleras y andamios. Conocimientos de la seguridad laboral y operativa, así como de la adopción de medidas de precaución contra accidentes y peligros. Experiencia en el transporte y manipulación de componentes pesados y voluminosos. Conocimiento de la normativa de construcción local. En caso de duda o si no posee las cualificaciones anteriores, consulte a un especialista, un ingeniero certificado o póngase en contacto con una empresa de instalación competente. Advertencia: Los gaviones deben instalarse únicamente sobre una superficie suficientemente estable y de acuerdo con las instrucciones de instalación. ¡Use calzado de seguridad y guantes protectores durante la instalación! ¡Atención! Los alambres metálicos pueden ser puntiagudos y tener bordes afilados! ¡Atención! ¡Peligro de caída durante la instalación! Se deben evaluar los peligros y se deben tomar medidas de protección antes de la instalación. Las advertencias anteriores no son exhaustivas y no deben tomarse como un sustituto de la realización de una evaluación de riesgos completa antes de la instalación del producto.	[6, 286, 334, 345]
language-text: Posebna opomba: Prepričajte se, da je vaš gabion varno nameščen. Odvisno od uporabe gabiona ga morate pritrditi na tla tako, da dno pritrdite v betonu ali uporabite stebre ali kavlje po navodilih v našem priročniku. Pozorno preberite navodila in jih shranite za prihodnjo uporabo. Pomembno: napolnjen gabion je zelo težak in prevrnitev bo povzročila nevarne situacije in resne poškodbe. Namestitev lahko opravijo samo strokovnjaki. Potrebovali boste tudi pripomočke za sestavljanje in namestitev, kot so stebri, vijačne primeže, kavlje, beton za montažo gabionov, ki niso vključeni v dobavo. Za izdelavo gabionov je potrebno vsaj naslednje znanje: Varno ravnanje z orodjem, stroji, lestvami in odri. Poznavanje varnosti pri delu in obratovalne varnosti ter sprejemanje previdnostnih ukrepov proti morebitnim nesrečam in nevarnostim. Izkušnje s transportom in ravnanjem s težkimi, zajetnimi komponentami. Poznavanje lokalnih gradbenih predpisov. V primeru kakršnih koli negotovosti ali če nimate zgoraj navedenih kvalifikacij, se posvetujte s strokovnjakom, pooblaščenim inženirjem ali se obrnite na pristojno inštalacijsko podjetje. Opozorilo: Gabione je treba postaviti samo na dovolj stabilno površino in v skladu z navodili za namestitev! Pri postavljanju nosite varnostno obutev in zaščitne rokavice! Pozor! Kovinske žice so lahko koničaste in ostrih robov! Pozor! Nevarnost padca med namestitvijo! Pred namestitvijo je treba oceniti nevarnosti in sprejeti zaščitne ukrepe. Zgornja opozorila niso izčrpna in jih ne smete razumeti kot nadomestilo za izvedbo celovite ocene tveganja pred namestitvijo izdelka.	[687, 440, 1018, 489]
language-text: Besonderer Hinweis: Achte darauf, dass deine Gabione sicher positioniert ist. Je nach Verwendung der Gabione musst du sie am Boden befestigen, indem du den Boden einbetonierst oder Pfosten oder Haken gemäß unserer Anleitung verwendest. Lies die Anweisungen sorgfältig durch und bewahre die Anleitung zum späteren Nachschlagen auf. Wichtig: Eine gefüllte Gabione ist sehr schwer und ein Umkippen führt zu gefährlichen Situationen und schweren Verletzungen. Die Installation darf nur von Fachleuten durchgeführt werden. Außerdem werden Montage- und Einbauhilfen wie Zangen, Schraubzwingen, Haken und Beton für die Montage von Gabionen benötigt, die nicht im Lieferumfang enthalten sind. Für den Bau von Gabionen sind mindestens folgende Kenntnisse erforderlich: sicherer Umgang mit Werkzeugen, Maschinen, Leitern und Gerüsten. Kenntnisse über die Arbeitssicherheit sowie das Ergreifen von Vorsichtsmaßnahmen gegen Unfälle und Gefahren. Erfahrung im Transport und Umgang mit schweren, sperrigen Bauteilen. Kenntnis der örtlichen Bauvorschriften. Bei Unsicherheiten oder wenn die über genannten Qualifikationen nicht vorhanden sind, ziehe einen Fachmann, zertifizierten Ingenieur oder eine kompetente Installationsfirma zu Rate. Warnung: Gabionen dürfen nur auf ausreichend tragfähigem Untergrund und gemäß der Montageanleitung aufgestellt werden! Trage beim Aufstellen Sicherheitsschuhe und Schutzhandschuhe! Achtung! Metalldrähte können spitz und scharfkantig sein! Achtung! Absturzgefahr bei der Montage! Vor der Montage müssen die Gefahren beurteilt und Schutzmaßnahmen ergriffen werden. Die oben genannten Warnhinweise sind nicht vollständig und sollten nicht als Ersatz für eine vollständige Risikobewertung vor der Montage des Produkts angesehen werden.	[6, 73, 333, 132]
language-section-lv	[687, 249, 1018, 308]
